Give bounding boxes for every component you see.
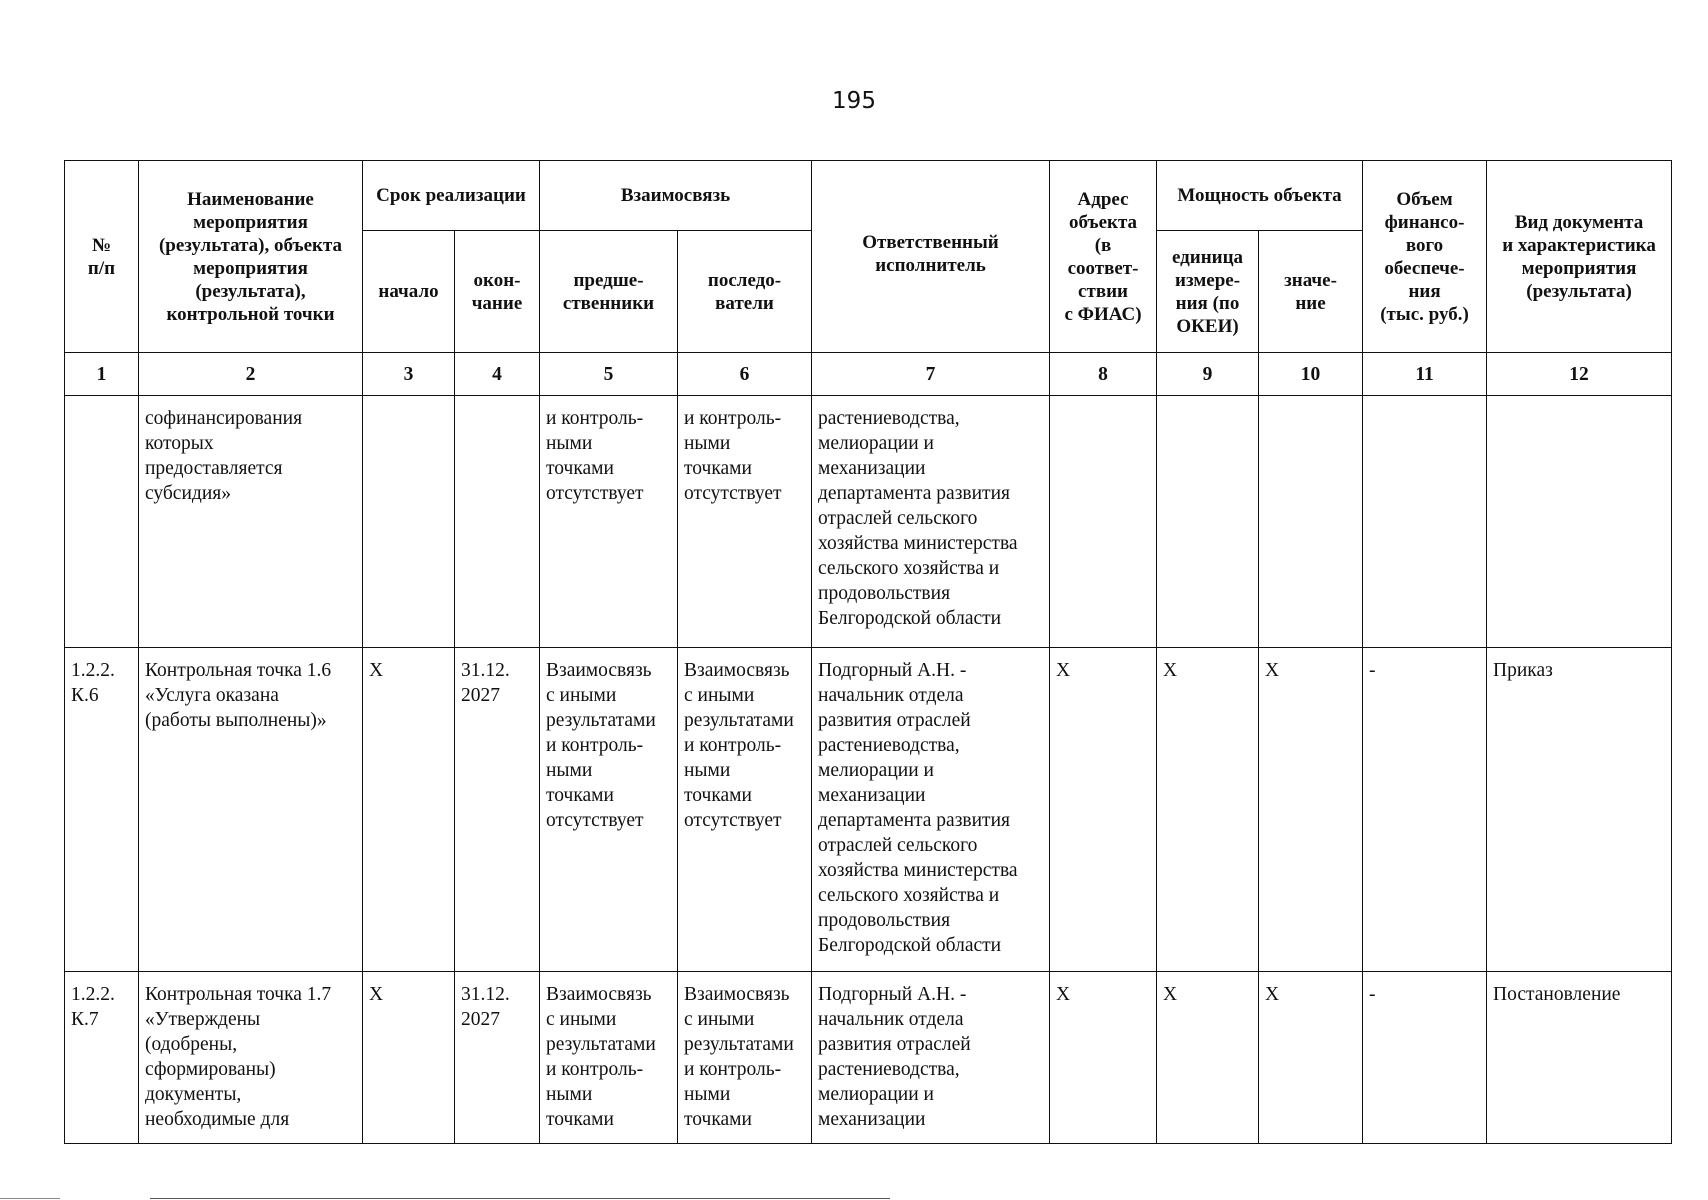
header-address: Адрес объекта (в соответ- ствии с ФИАС) [1050,161,1157,353]
header-link: Взаимосвязь [540,161,812,231]
row-start [363,396,455,648]
row-address [1050,396,1157,648]
row-responsible: Подгорный А.Н. - начальник отдела развития отраслей растениеводства, мелиорации и механизации департамента развития отраслей сельского хозяйства министерства сельского хозяйства и продовольствия Белгородской области [812,648,1050,972]
row-num: 1.2.2. К.6 [65,648,139,972]
row-successors: Взаимосвязь с иными результатами и контроль- ными точками [678,972,812,1144]
row-predecessors: Взаимосвязь с иными результатами и контроль- ными точками отсутствует [540,648,678,972]
row-successors: и контроль- ными точками отсутствует [678,396,812,648]
row-num [65,396,139,648]
column-number: 7 [812,353,1050,396]
row-name: Контрольная точка 1.7 «Утверждены (одобрены, сформированы) документы, необходимые для [139,972,363,1144]
header-value: значе- ние [1259,231,1363,353]
row-unit: X [1157,648,1259,972]
row-end: 31.12. 2027 [455,648,540,972]
row-start: X [363,972,455,1144]
header-capacity: Мощность объекта [1157,161,1363,231]
header-finance: Объем финансо- вого обеспече- ния (тыс. руб.) [1363,161,1487,353]
header-document: Вид документа и характеристика мероприятия (результата) [1487,161,1672,353]
column-number: 4 [455,353,540,396]
row-value [1259,396,1363,648]
column-number: 2 [139,353,363,396]
header-successors: последо- ватели [678,231,812,353]
row-unit [1157,396,1259,648]
row-finance: - [1363,648,1487,972]
row-unit: X [1157,972,1259,1144]
column-number: 8 [1050,353,1157,396]
column-number: 3 [363,353,455,396]
row-predecessors: и контроль- ными точками отсутствует [540,396,678,648]
row-value: X [1259,972,1363,1144]
row-num: 1.2.2. К.7 [65,972,139,1144]
column-number: 1 [65,353,139,396]
scan-edge-line [150,1198,890,1199]
row-responsible: растениеводства, мелиорации и механизации департамента развития отраслей сельского хозяйства министерства сельского хозяйства и продовольствия Белгородской области [812,396,1050,648]
row-document: Приказ [1487,648,1672,972]
row-finance [1363,396,1487,648]
scan-edge-line [0,1198,60,1199]
column-number: 5 [540,353,678,396]
row-predecessors: Взаимосвязь с иными результатами и контроль- ными точками [540,972,678,1144]
row-document [1487,396,1672,648]
row-end: 31.12. 2027 [455,972,540,1144]
header-name: Наименование мероприятия (результата), объекта мероприятия (результата), контрольной точки [139,161,363,353]
header-predecessors: предше- ственники [540,231,678,353]
row-end [455,396,540,648]
table-row [65,648,1672,972]
row-finance: - [1363,972,1487,1144]
column-number: 10 [1259,353,1363,396]
table-header [65,161,1672,396]
column-number-row [65,353,1672,396]
table-row [65,396,1672,648]
column-number: 9 [1157,353,1259,396]
header-period: Срок реализации [363,161,540,231]
row-value: X [1259,648,1363,972]
column-number: 12 [1487,353,1672,396]
table-body [65,396,1672,1144]
table-row [65,972,1672,1144]
row-start: X [363,648,455,972]
row-responsible: Подгорный А.Н. - начальник отдела развития отраслей растениеводства, мелиорации и механизации [812,972,1050,1144]
row-address: X [1050,648,1157,972]
column-number: 6 [678,353,812,396]
row-name: софинансирования которых предоставляется субсидия» [139,396,363,648]
row-name: Контрольная точка 1.6 «Услуга оказана (работы выполнены)» [139,648,363,972]
row-document: Постановление [1487,972,1672,1144]
row-address: X [1050,972,1157,1144]
header-responsible: Ответственный исполнитель [812,161,1050,353]
row-successors: Взаимосвязь с иными результатами и контроль- ными точками отсутствует [678,648,812,972]
page-number: 195 [832,88,876,114]
column-number: 11 [1363,353,1487,396]
header-end: окон- чание [455,231,540,353]
header-num: № п/п [65,161,139,353]
header-unit: единица измере- ния (по ОКЕИ) [1157,231,1259,353]
header-start: начало [363,231,455,353]
events-table [64,160,1672,1144]
